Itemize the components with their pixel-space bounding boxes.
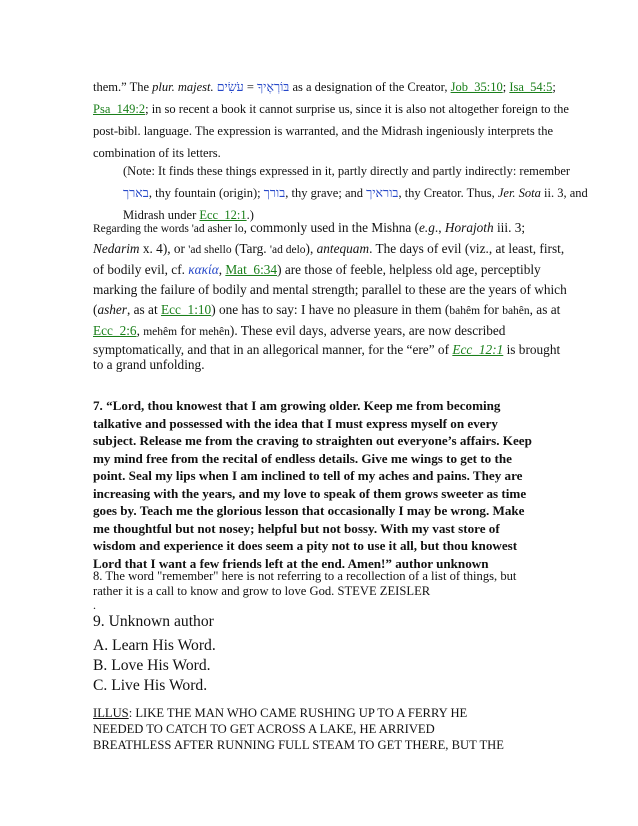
text-line: combination of its letters.	[93, 146, 221, 160]
text-line: them.” The plur. majest. בּוֹרְאֶיךָ = עֹשִׂים as a designation of the Creator, Job_35:10; Isa_54:5;	[93, 80, 556, 94]
text-line: marking the failure of bodily and mental strength; parallel to these are the years of which	[93, 282, 567, 297]
text-line: (asher, as at Ecc_1:10) one has to say: I have no pleasure in them (bahêm for bahên, as at	[93, 302, 561, 317]
link-ecc-12-1[interactable]: Ecc_12:1	[199, 208, 247, 222]
text-line: symptomatically, and that in an allegorical manner, for the “ere” of Ecc_12:1 is brought	[93, 342, 561, 357]
text-line: Psa_149:2; in so recent a book it cannot surprise us, since it is also not altogether foreign to the	[93, 102, 569, 116]
note-paragraph	[123, 160, 588, 226]
text-line: rather it is a call to know and grow to love God. STEVE ZEISLER	[93, 584, 431, 598]
illustration-paragraph	[93, 705, 548, 753]
text-line: my mind free from the recital of endless details. Give me wings to get to the	[93, 450, 512, 466]
text-line: (Note: It finds these things expressed in it, partly directly and partly indirectly: remember	[123, 164, 571, 178]
link-ecc-12-1[interactable]: Ecc_12:1	[452, 342, 504, 357]
text-line: Nedarim x. 4), or 'ad shello (Targ. 'ad delo), antequam. The days of evil (viz., at least, first,	[93, 241, 565, 256]
text-line: Ecc_2:6, mehêm for mehên). These evil days, adverse years, are now described	[93, 323, 506, 338]
outline-list	[93, 612, 548, 696]
hebrew-word: בורך	[263, 186, 286, 200]
link-ecc-1-10[interactable]: Ecc_1:10	[160, 302, 212, 317]
link-ecc-2-6[interactable]: Ecc_2:6	[93, 323, 137, 338]
link-job-35-10[interactable]: Job_35:10	[450, 80, 503, 94]
hebrew-word: עֹשִׂים	[216, 80, 244, 94]
text-line: בארך, thy fountain (origin); בורך, thy grave; and בוראיך, thy Creator. Thus, Jer. Sota ii. 3, and	[123, 186, 588, 200]
commentary-paragraph-1	[93, 76, 569, 164]
text-line: of bodily evil, cf. κακία, Mat_6:34) are those of feeble, helpless old age, perceptibly	[93, 262, 541, 277]
greek-word: κακία	[188, 262, 219, 277]
text-line: 7. “Lord, thou knowest that I am growing older. Keep me from becoming	[93, 398, 501, 413]
hebrew-word: בארך	[123, 186, 149, 200]
prayer-quote-paragraph	[93, 397, 548, 572]
text-line: goes by. Teach me the glorious lesson that occasionally I may be wrong. Make	[93, 503, 525, 518]
text-line: talkative and possessed with the idea that I must express myself on every	[93, 415, 498, 431]
link-mat-6-34[interactable]: Mat_6:34	[225, 262, 278, 277]
text-line: increasing with the years, and my love to speak of them grows sweeter as time	[93, 485, 527, 501]
list-item: A. Learn His Word.	[93, 637, 216, 654]
text-line: BREATHLESS AFTER RUNNING FULL STEAM TO GET THERE, BUT THE	[93, 738, 504, 752]
text-line: subject. Release me from the craving to straighten out everyone’s affairs. Keep	[93, 433, 532, 448]
text-line: wisdom and experience it does seem a pity not to use it all, but thou knowest	[93, 538, 518, 553]
list-item: 9. Unknown author	[93, 613, 214, 630]
text-line: ILLUS: LIKE THE MAN WHO CAME RUSHING UP TO A FERRY HE	[93, 706, 468, 720]
text-line: NEEDED TO CATCH TO GET ACROSS A LAKE, HE ARRIVED	[93, 722, 435, 736]
hebrew-word: בוראיך	[366, 186, 399, 200]
text-line: Lord that I want a few friends left at the end. Amen!” author unknown	[93, 555, 489, 571]
commentary-paragraph-2	[93, 218, 567, 372]
stray-period: .	[93, 598, 96, 612]
list-item: B. Love His Word.	[93, 657, 211, 674]
text-line: Regarding the words 'ad asher lo, commonly used in the Mishna (e.g., Horajoth iii. 3;	[93, 220, 526, 235]
text-line: 8. The word "remember" here is not referring to a recollection of a list of things, but	[93, 569, 517, 583]
illus-label: ILLUS	[93, 706, 129, 720]
text-line: post-bibl. language. The expression is warranted, and the Midrash ingeniously interprets the	[93, 124, 554, 138]
text-line: Midrash under Ecc_12:1.)	[123, 208, 254, 222]
text-line: to a grand unfolding.	[93, 357, 205, 372]
link-psa-149-2[interactable]: Psa_149:2	[93, 102, 146, 116]
list-item: C. Live His Word.	[93, 677, 208, 694]
link-isa-54-5[interactable]: Isa_54:5	[509, 80, 553, 94]
hebrew-word: בּוֹרְאֶיךָ	[257, 80, 290, 94]
text-line: me thoughtful but not nosey; helpful but not bossy. With my vast store of	[93, 520, 500, 536]
text-line: point. Seal my lips when I am inclined to tell of my aches and pains. They are	[93, 468, 523, 483]
remember-note-paragraph	[93, 569, 548, 599]
